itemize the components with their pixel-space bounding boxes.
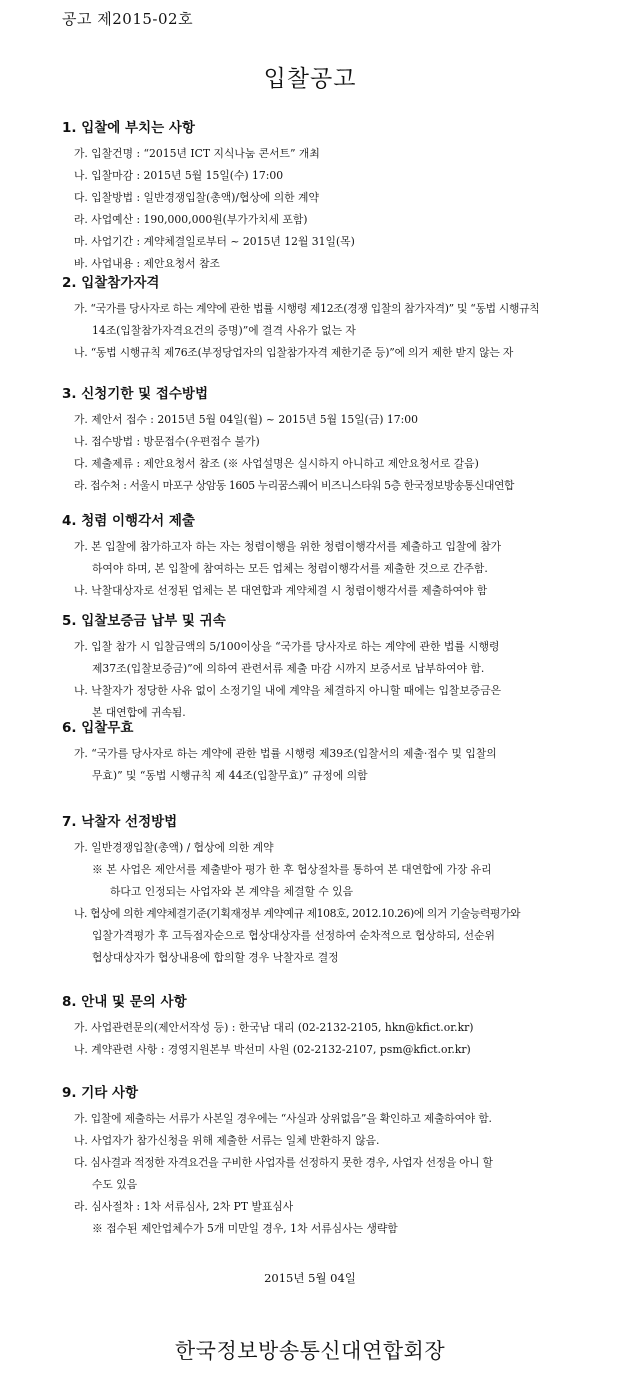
section-note: ※ 접수된 제안업체수가 5개 미만일 경우, 1차 서류심사는 생략함 (92, 1222, 398, 1235)
section-line: 라. 접수처 : 서울시 마포구 상암동 1605 누리꿈스퀘어 비즈니스타워 5층 한국정보방송통신대연합 (74, 479, 515, 492)
section-line: 협상대상자가 협상내용에 합의할 경우 낙찰자로 결정 (92, 951, 339, 964)
section-bid-bond (62, 611, 562, 724)
section-heading: 2. 입찰참가자격 (62, 275, 160, 291)
section-line: 가. 입찰건명 : “2015년 ICT 지식나눔 콘서트” 개최 (74, 147, 320, 160)
section-line: 입찰가격평가 후 고득점자순으로 협상대상자를 선정하여 순차적으로 협상하되, 선순위 (92, 929, 495, 942)
section-line: 나. 접수방법 : 방문접수(우편접수 불가) (74, 435, 260, 448)
section-other (62, 1083, 562, 1240)
section-contact (62, 992, 562, 1061)
section-line: 다. 제출제류 : 제안요청서 참조 (※ 사업설명은 실시하지 아니하고 제안요청서로 갈음) (74, 457, 479, 470)
announcement-date: 2015년 5월 04일 (264, 1271, 356, 1285)
section-line: 가. 본 입찰에 참가하고자 하는 자는 청렴이행을 위한 청렴이행각서를 제출하고 입찰에 참가 (74, 540, 502, 553)
section-line: 나. 낙찰자가 정당한 사유 없이 소정기일 내에 계약을 체결하지 아니할 때에는 입찰보증금은 (74, 684, 502, 697)
section-line: 가. 사업관련문의(제안서작성 등) : 한국남 대리 (02-2132-2105, hkn@kfict.or.kr) (74, 1021, 474, 1034)
section-eligibility (62, 273, 562, 364)
section-line: 나. “동법 시행규칙 제76조(부정당업자의 입찰참가자격 제한기준 등)”에 의거 제한 받지 않는 자 (74, 346, 514, 359)
section-line: 가. 입찰에 제출하는 서류가 사본일 경우에는 “사실과 상위없음”을 확인하고 제출하여야 함. (74, 1112, 492, 1125)
section-line: 제37조(입찰보증금)”에 의하여 관련서류 제출 마감 시까지 보증서로 납부하여야 함. (92, 662, 485, 675)
section-note: ※ 본 사업은 제안서를 제출받아 평가 한 후 협상절차를 통하여 본 대연합에 가장 유리 (92, 863, 492, 876)
section-line: 다. 심사결과 적정한 자격요건을 구비한 사업자를 선정하지 못한 경우, 사업자 선정을 아니 할 (74, 1156, 493, 1169)
section-line: 가. 입찰 참가 시 입찰금액의 5/100이상을 “국가를 당사자로 하는 계약에 관한 법률 시행령 (74, 640, 500, 653)
section-line: 나. 사업자가 참가신청을 위해 제출한 서류는 일체 반환하지 않음. (74, 1134, 380, 1147)
section-integrity-pledge (62, 511, 562, 602)
section-line: 라. 사업예산 : 190,000,000원(부가가치세 포함) (74, 213, 308, 226)
section-award-method (62, 812, 562, 969)
section-bid-invalidity (62, 718, 562, 787)
section-line: 14조(입찰참가자격요건의 증명)”에 결격 사유가 없는 자 (92, 324, 356, 337)
section-line: 나. 계약관련 사항 : 경영지원본부 박선미 사원 (02-2132-2107, psm@kfict.or.kr) (74, 1043, 471, 1056)
section-line: 무효)” 및 “동법 시행규칙 제 44조(입찰무효)” 규정에 의함 (92, 769, 368, 782)
section-line: 나. 협상에 의한 계약체결기준(기획재정부 계약예규 제108호, 2012.10.26)에 의거 기술능력평가와 (74, 907, 521, 920)
document-title: 입찰공고 (263, 66, 357, 92)
issuer-name: 한국정보방송통신대연합회장 (174, 1339, 446, 1363)
section-heading: 3. 신청기한 및 접수방법 (62, 386, 208, 402)
notice-number: 공고 제2015-02호 (62, 10, 194, 28)
section-heading: 4. 청렴 이행각서 제출 (62, 513, 195, 529)
section-line: 나. 입찰마감 : 2015년 5월 15일(수) 17:00 (74, 169, 284, 182)
section-line: 가. “국가를 당사자로 하는 계약에 관한 법률 시행령 제39조(입찰서의 제출·접수 및 입찰의 (74, 747, 497, 760)
section-line: 하여야 하며, 본 입찰에 참여하는 모든 업체는 청렴이행각서를 제출한 것으로 간주함. (92, 562, 488, 575)
section-heading: 8. 안내 및 문의 사항 (62, 994, 187, 1010)
section-line: 바. 사업내용 : 제안요청서 참조 (74, 257, 220, 270)
section-line: 가. “국가를 당사자로 하는 계약에 관한 법률 시행령 제12조(경쟁 입찰의 참가자격)” 및 “동법 시행규칙 (74, 302, 540, 315)
section-line: 가. 제안서 접수 : 2015년 5월 04일(월) ~ 2015년 5월 15일(금) 17:00 (74, 413, 419, 426)
section-line: 라. 심사절차 : 1차 서류심사, 2차 PT 발표심사 (74, 1200, 294, 1213)
section-heading: 9. 기타 사항 (62, 1085, 139, 1101)
section-heading: 1. 입찰에 부치는 사항 (62, 120, 195, 136)
section-line: 다. 입찰방법 : 일반경쟁입찰(총액)/협상에 의한 계약 (74, 191, 319, 204)
section-line: 가. 일반경쟁입찰(총액) / 협상에 의한 계약 (74, 841, 274, 854)
section-line: 본 대연합에 귀속됨. (92, 706, 186, 719)
section-line: 하다고 인정되는 사업자와 본 계약을 체결할 수 있음 (110, 885, 354, 898)
section-line: 나. 낙찰대상자로 선정된 업체는 본 대연합과 계약체결 시 청렴이행각서를 제출하여야 함 (74, 584, 488, 597)
section-heading: 6. 입찰무효 (62, 720, 134, 736)
section-heading: 7. 낙찰자 선정방법 (62, 814, 178, 830)
section-line: 수도 있음 (92, 1178, 138, 1191)
section-heading: 5. 입찰보증금 납부 및 귀속 (62, 613, 226, 629)
section-line: 마. 사업기간 : 계약체결일로부터 ~ 2015년 12월 31일(목) (74, 235, 355, 248)
section-application (62, 384, 562, 497)
section-bid-subject (62, 118, 562, 275)
